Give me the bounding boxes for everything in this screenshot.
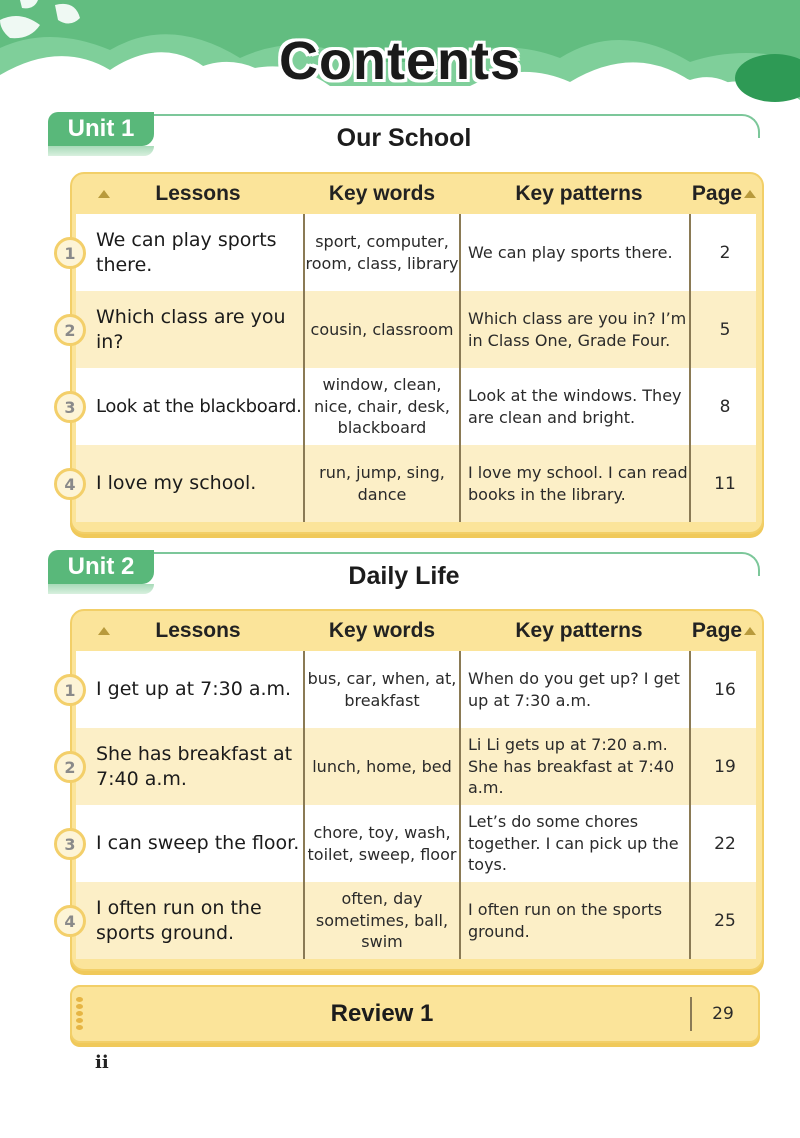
- unit-title: Our School: [336, 124, 472, 152]
- lesson-number-badge: 4: [54, 468, 86, 500]
- table-row: [64, 728, 756, 805]
- page-number: 5: [719, 319, 731, 340]
- page-number: 2: [719, 242, 731, 263]
- key-words: sport, computer, room, class, library: [305, 232, 459, 273]
- key-words: chore, toy, wash, toilet, sweep, floor: [307, 823, 457, 864]
- page-number: 25: [714, 910, 736, 931]
- corner-triangle-icon: [744, 190, 756, 198]
- key-words: bus, car, when, at, breakfast: [307, 669, 457, 710]
- lesson-title: I often run on the sports ground.: [96, 896, 262, 944]
- page-number: 19: [714, 756, 736, 777]
- column-divider: [303, 214, 305, 522]
- review-row: [70, 985, 760, 1043]
- lesson-number-badge: 3: [54, 828, 86, 860]
- lesson-number-badge: 2: [54, 314, 86, 346]
- key-words: window, clean, nice, chair, desk, blackboard: [313, 375, 451, 438]
- table-row: [64, 291, 756, 368]
- table-row: [64, 805, 756, 882]
- header-key-words: Key words: [328, 619, 436, 642]
- footer-page-number: ii: [95, 1052, 109, 1073]
- key-patterns: Li Li gets up at 7:20 a.m. She has breakfast at 7:40 a.m.: [468, 735, 675, 798]
- key-patterns: Look at the windows. They are clean and bright.: [468, 386, 682, 427]
- key-patterns: We can play sports there.: [468, 242, 673, 262]
- page-number: 16: [714, 679, 736, 700]
- lesson-number-badge: 2: [54, 751, 86, 783]
- lesson-number-badge: 1: [54, 237, 86, 269]
- page-title: Contents: [279, 31, 521, 91]
- table-row: [64, 214, 756, 291]
- table-row: [64, 882, 756, 959]
- unit-tab: Unit 1: [48, 112, 154, 146]
- key-words: often, day sometimes, ball, swim: [315, 889, 449, 952]
- key-words: lunch, home, bed: [312, 756, 452, 776]
- lesson-title: She has breakfast at 7:40 a.m.: [96, 742, 293, 790]
- header-key-patterns: Key patterns: [515, 619, 643, 642]
- table-header: [72, 611, 762, 651]
- table-row: [64, 368, 756, 445]
- column-divider: [689, 651, 691, 959]
- column-divider: [459, 214, 461, 522]
- page-number: 11: [714, 473, 736, 494]
- corner-triangle-icon: [744, 627, 756, 635]
- lesson-number-badge: 4: [54, 905, 86, 937]
- header-key-words: Key words: [328, 182, 436, 205]
- page-number: 22: [714, 833, 736, 854]
- key-patterns: Let’s do some chores together. I can pick up the toys.: [468, 812, 679, 875]
- table-row: [64, 445, 756, 522]
- lesson-title: I love my school.: [96, 472, 257, 494]
- header-key-patterns: Key patterns: [515, 182, 643, 205]
- page-number: 8: [719, 396, 731, 417]
- lesson-title: Look at the blackboard.: [96, 396, 302, 417]
- header-page: Page: [691, 182, 743, 205]
- unit-title: Daily Life: [348, 562, 460, 590]
- key-patterns: When do you get up? I get up at 7:30 a.m.: [468, 669, 680, 710]
- review-page-number: 29: [712, 1004, 734, 1024]
- unit-tab: Unit 2: [48, 550, 154, 584]
- lesson-title: I get up at 7:30 a.m.: [96, 678, 292, 700]
- unit-2-table: [64, 609, 764, 971]
- column-divider: [459, 651, 461, 959]
- lesson-number-badge: 1: [54, 674, 86, 706]
- lesson-title: We can play sports there.: [96, 228, 277, 276]
- header-page: Page: [691, 619, 743, 642]
- header-lessons: Lessons: [155, 619, 241, 642]
- column-divider: [689, 214, 691, 522]
- lesson-title: I can sweep the floor.: [96, 832, 300, 854]
- table-header: [72, 174, 762, 214]
- unit-1-table: [64, 172, 764, 534]
- lesson-title: Which class are you in?: [96, 305, 286, 353]
- key-patterns: Which class are you in? I’m in Class One, Grade Four.: [468, 309, 687, 350]
- key-words: run, jump, sing, dance: [319, 463, 445, 504]
- key-patterns: I often run on the sports ground.: [468, 900, 663, 941]
- key-patterns: I love my school. I can read books in the library.: [468, 463, 688, 504]
- header-lessons: Lessons: [155, 182, 241, 205]
- review-label: Review 1: [330, 1000, 434, 1027]
- lesson-number-badge: 3: [54, 391, 86, 423]
- table-row: [64, 651, 756, 728]
- column-divider: [303, 651, 305, 959]
- key-words: cousin, classroom: [310, 319, 454, 339]
